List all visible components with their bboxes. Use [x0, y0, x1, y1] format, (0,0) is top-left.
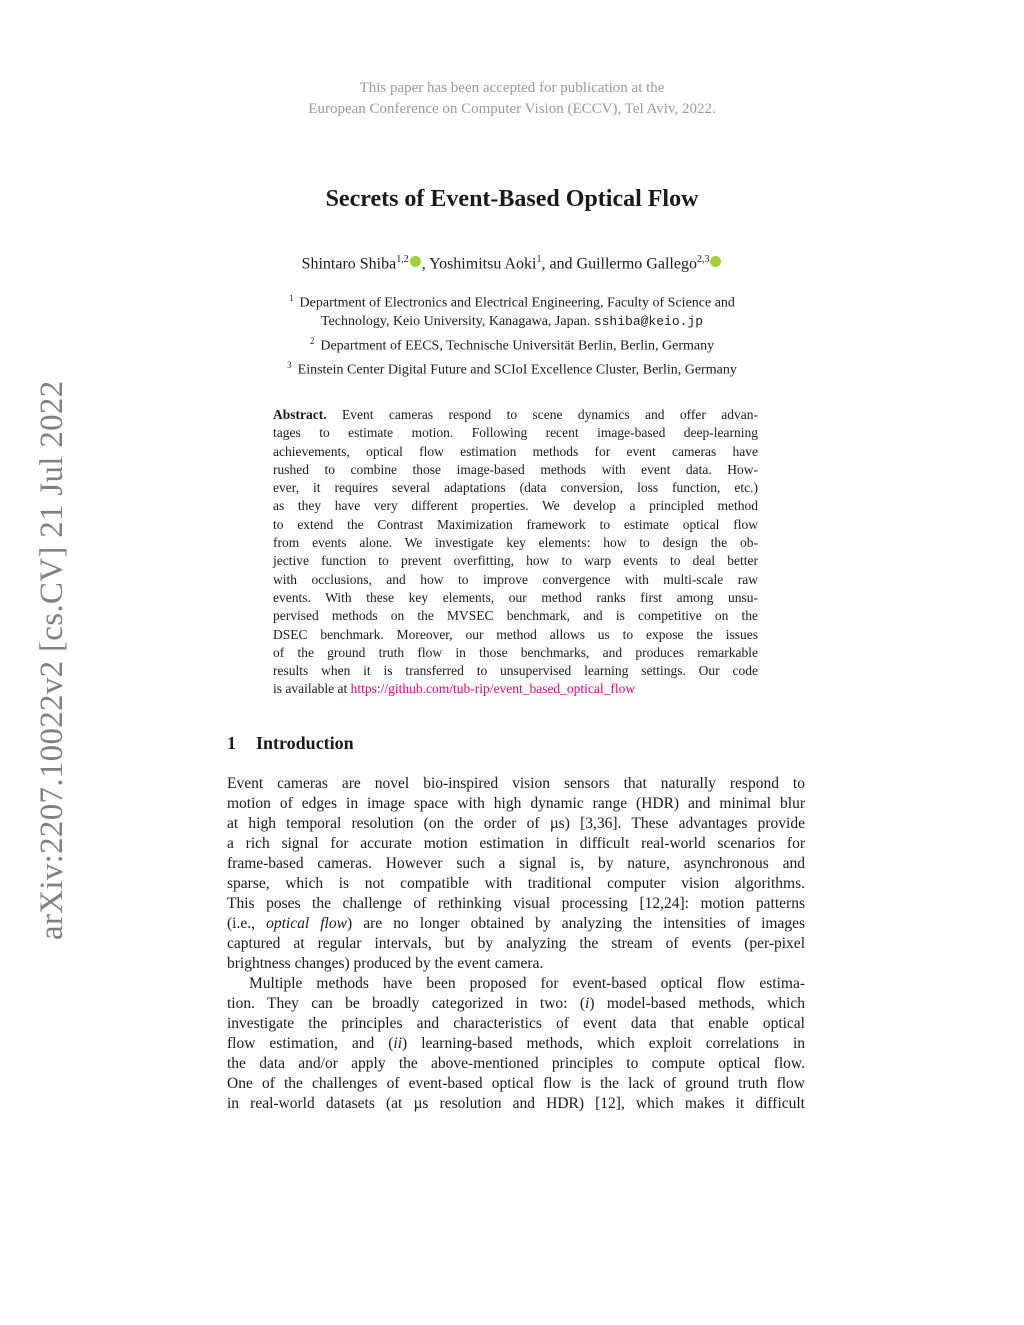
body-line: a rich signal for accurate motion estimation in difficult real-world scenarios for [227, 835, 805, 852]
affil-text: Department of Electronics and Electrical Engineering, Faculty of Science and [299, 295, 735, 311]
body-line: brightness changes) produced by the event camera. [227, 955, 544, 972]
body-line: captured at regular intervals, but by analyzing the stream of events (per-pixel [227, 935, 805, 952]
body-line: the data and/or apply the above-mentioned principles to compute optical flow. [227, 1055, 805, 1072]
abstract-line: achievements, optical flow estimation methods for event cameras have [273, 443, 758, 459]
abstract-line: to extend the Contrast Maximization framework to estimate optical flow [273, 516, 758, 532]
abstract-line: results when it is transferred to unsupervised learning settings. Our code [273, 663, 758, 679]
body-line: at high temporal resolution (on the order of µs) [3,36]. These advantages provide [227, 815, 805, 832]
arxiv-identifier: arXiv:2207.10022v2 [cs.CV] 21 Jul 2022 [34, 380, 70, 940]
affil-number: 2 [309, 335, 315, 346]
abstract-line: pervised methods on the MVSEC benchmark, and is competitive on the [273, 608, 758, 624]
body-text: (i.e., [227, 915, 267, 932]
body-text: tion. They can be broadly categorized in two: ( [227, 995, 586, 1012]
abstract-line: tages to estimate motion. Following recent image-based deep-learning [273, 425, 758, 441]
affiliation-line [0, 332, 1024, 356]
publication-notice [0, 78, 1024, 120]
body-line: frame-based cameras. However such a signal is, by nature, asynchronous and [227, 855, 805, 872]
abstract-line: DSEC benchmark. Moreover, our method allows us to expose the issues [273, 626, 758, 642]
affiliations [0, 289, 1024, 380]
author-list [0, 254, 1024, 273]
body-text: ) learning-based methods, which exploit correlations in [402, 1035, 806, 1052]
abstract-line: from events alone. We investigate key elements: how to design the ob- [273, 535, 758, 551]
abstract-line: with occlusions, and how to improve convergence with multi-scale raw [273, 571, 758, 587]
author-name: , and Guillermo Gallego [541, 255, 697, 273]
body-emphasis: optical flow [266, 915, 347, 932]
paper-title: Secrets of Event-Based Optical Flow [325, 186, 699, 212]
abstract-line: rushed to combine those image-based methods with event data. How- [273, 461, 758, 477]
section-heading [227, 733, 354, 754]
affiliation-line [0, 289, 1024, 313]
abstract-label: Abstract. [273, 407, 327, 422]
section-number: 1 [227, 733, 236, 753]
body-text: ) are no longer obtained by analyzing the intensities of images [346, 915, 805, 932]
abstract-line [273, 680, 758, 698]
abstract-line: events. With these key elements, our method ranks first among unsu- [273, 589, 758, 605]
notice-line: This paper has been accepted for publication at the [359, 80, 665, 96]
abstract-line: jective function to prevent overfitting, how to warp events to deal better [273, 553, 758, 569]
body-emphasis: i [585, 995, 590, 1012]
abstract-line: as they have very different properties. We develop a principled method [273, 498, 758, 514]
body-line: This poses the challenge of rethinking visual processing [12,24]: motion patterns [227, 895, 805, 912]
section-title: Introduction [256, 733, 354, 753]
body-line: sparse, which is not compatible with traditional computer vision algorithms. [227, 875, 805, 892]
body-line [227, 914, 805, 934]
author-affil-sup: 2,3 [696, 254, 710, 265]
abstract-line [273, 406, 758, 424]
abstract-text: Event cameras respond to scene dynamics and offer advan- [342, 407, 759, 422]
body-line: investigate the principles and characteristics of event data that enable optical [227, 1015, 805, 1032]
intro-body [227, 774, 805, 1114]
affil-text: Technology, Keio University, Kanagawa, Japan. [320, 314, 594, 330]
notice-line: European Conference on Computer Vision (ECCV), Tel Aviv, 2022. [308, 101, 716, 117]
author-affil-sup: 1 [536, 254, 542, 265]
body-line [227, 994, 805, 1014]
body-line: Event cameras are novel bio-inspired vision sensors that naturally respond to [227, 775, 805, 792]
affiliation-line [0, 313, 1024, 332]
affiliation-line [0, 356, 1024, 380]
body-line: Multiple methods have been proposed for event-based optical flow estima- [249, 975, 805, 992]
author-name: Shintaro Shiba [301, 255, 397, 273]
abstract-text: is available at [273, 681, 351, 697]
affil-number: 1 [289, 293, 294, 303]
abstract-line: ever, it requires several adaptations (data conversion, loss function, etc.) [273, 480, 758, 496]
body-line: motion of edges in image space with high dynamic range (HDR) and minimal blur [227, 795, 805, 812]
code-link[interactable]: https://github.com/tub-rip/event_based_optical_flow [350, 681, 636, 697]
author-name: , Yoshimitsu Aoki [421, 255, 537, 273]
body-text: ) model-based methods, which [589, 995, 805, 1012]
affil-number: 3 [287, 359, 292, 370]
body-line: One of the challenges of event-based optical flow is the lack of ground truth flow [227, 1075, 805, 1092]
abstract-line: of the ground truth flow in those benchmarks, and produces remarkable [273, 644, 758, 660]
body-line: in real-world datasets (at µs resolution and HDR) [12], which makes it difficult [227, 1095, 805, 1112]
body-emphasis: ii [393, 1035, 403, 1052]
author-affil-sup: 1,2 [396, 254, 409, 265]
author-email[interactable]: sshiba@keio.jp [593, 314, 704, 330]
orcid-icon[interactable] [710, 256, 721, 267]
abstract [273, 406, 758, 699]
orcid-icon[interactable] [410, 256, 421, 267]
affil-text: Einstein Center Digital Future and SCIoI Excellence Cluster, Berlin, Germany [297, 362, 737, 378]
affil-text: Department of EECS, Technische Universität Berlin, Berlin, Germany [320, 338, 715, 354]
body-text: flow estimation, and ( [227, 1035, 394, 1052]
body-line [227, 1034, 805, 1054]
